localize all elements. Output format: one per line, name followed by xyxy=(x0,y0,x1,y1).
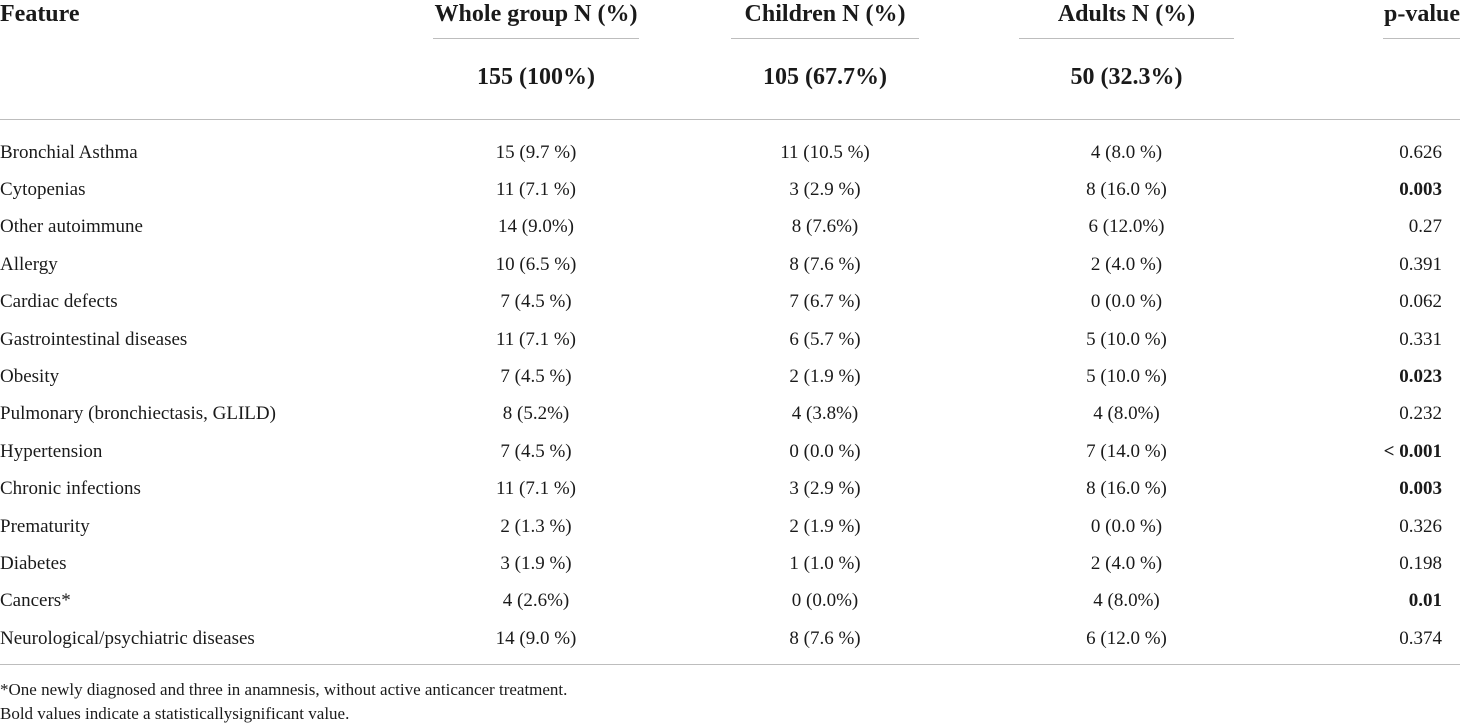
row-adults: 8 (16.0 %) xyxy=(1086,179,1167,201)
header-feature-label: Feature xyxy=(0,1,80,27)
row-children: 3 (2.9 %) xyxy=(789,179,861,201)
header-pvalue xyxy=(1290,0,1460,39)
table-row xyxy=(0,396,1460,433)
table-row xyxy=(0,620,1460,657)
row-children: 2 (1.9 %) xyxy=(789,515,861,537)
row-whole-group: 8 (5.2%) xyxy=(502,403,570,425)
row-adults: 4 (8.0%) xyxy=(1093,403,1160,425)
row-children: 2 (1.9 %) xyxy=(789,366,861,388)
row-pvalue: 0.626 xyxy=(1399,141,1442,163)
row-feature: Diabetes xyxy=(0,552,67,574)
row-adults: 2 (4.0 %) xyxy=(1090,253,1163,275)
row-whole-group: 15 (9.7 %) xyxy=(495,141,577,163)
footnotes xyxy=(0,678,567,726)
row-pvalue: 0.374 xyxy=(1399,627,1442,649)
table-row xyxy=(0,246,1460,283)
row-pvalue: 0.003 xyxy=(1399,179,1442,201)
row-adults: 5 (10.0 %) xyxy=(1086,366,1167,388)
row-feature: Prematurity xyxy=(0,515,90,537)
table-row xyxy=(0,471,1460,508)
totals-whole-group: 155 (100%) xyxy=(477,63,595,90)
table-row xyxy=(0,120,1460,172)
row-pvalue: 0.01 xyxy=(1408,590,1442,612)
row-whole-group: 11 (7.1 %) xyxy=(495,179,577,201)
row-adults: 7 (14.0 %) xyxy=(1086,440,1167,462)
row-adults: 6 (12.0%) xyxy=(1088,216,1165,238)
table-bottom-rule xyxy=(0,664,1460,665)
footnote-asterisk: *One newly diagnosed and three in anamnesis, without active anticancer treatment. xyxy=(0,680,568,699)
row-adults: 0 (0.0 %) xyxy=(1090,515,1163,537)
table-row xyxy=(0,545,1460,582)
row-children: 4 (3.8%) xyxy=(791,403,859,425)
row-whole-group: 7 (4.5 %) xyxy=(500,366,572,388)
table-row xyxy=(0,433,1460,470)
row-children: 8 (7.6 %) xyxy=(789,253,861,275)
row-whole-group: 11 (7.1 %) xyxy=(495,328,577,350)
header-adults xyxy=(963,0,1290,39)
row-whole-group: 10 (6.5 %) xyxy=(495,253,577,275)
table-row xyxy=(0,209,1460,246)
row-whole-group: 7 (4.5 %) xyxy=(500,440,572,462)
row-children: 8 (7.6%) xyxy=(791,216,859,238)
row-adults: 4 (8.0%) xyxy=(1093,590,1160,612)
header-row xyxy=(0,0,1460,39)
row-children: 3 (2.9 %) xyxy=(789,478,861,500)
row-whole-group: 7 (4.5 %) xyxy=(500,291,572,313)
totals-row xyxy=(0,39,1460,120)
row-adults: 2 (4.0 %) xyxy=(1090,552,1163,574)
row-children: 1 (1.0 %) xyxy=(789,552,861,574)
row-whole-group: 14 (9.0 %) xyxy=(495,627,577,649)
table-row xyxy=(0,583,1460,620)
row-feature: Pulmonary (bronchiectasis, GLILD) xyxy=(0,403,276,425)
totals-adults: 50 (32.3%) xyxy=(1070,63,1183,90)
row-whole-group: 14 (9.0%) xyxy=(498,216,574,238)
row-feature: Cytopenias xyxy=(0,179,86,201)
table-header xyxy=(0,0,1460,120)
row-children: 0 (0.0%) xyxy=(791,590,859,612)
row-pvalue: 0.326 xyxy=(1399,515,1442,537)
row-whole-group: 2 (1.3 %) xyxy=(500,515,572,537)
header-pvalue-label: p-value xyxy=(1383,1,1460,27)
row-feature: Hypertension xyxy=(0,440,103,462)
row-adults: 4 (8.0 %) xyxy=(1090,141,1163,163)
row-pvalue: 0.062 xyxy=(1399,291,1442,313)
totals-pvalue-cell xyxy=(1290,39,1460,120)
header-whole-group-label: Whole group N (%) xyxy=(434,1,638,27)
row-adults: 8 (16.0 %) xyxy=(1086,478,1167,500)
table-row xyxy=(0,321,1460,358)
row-adults: 6 (12.0 %) xyxy=(1086,627,1167,649)
table-body xyxy=(0,120,1460,658)
row-whole-group: 4 (2.6%) xyxy=(502,590,570,612)
row-pvalue: 0.003 xyxy=(1399,478,1442,500)
row-adults: 5 (10.0 %) xyxy=(1086,328,1167,350)
row-children: 11 (10.5 %) xyxy=(780,141,870,163)
header-adults-label: Adults N (%) xyxy=(1057,1,1196,27)
row-children: 7 (6.7 %) xyxy=(789,291,861,313)
table-row xyxy=(0,284,1460,321)
row-pvalue: 0.27 xyxy=(1408,216,1442,238)
row-pvalue: < 0.001 xyxy=(1383,440,1442,462)
header-whole-group xyxy=(385,0,687,39)
row-feature: Cancers* xyxy=(0,590,71,612)
row-feature: Cardiac defects xyxy=(0,291,118,313)
row-children: 0 (0.0 %) xyxy=(789,440,861,462)
row-feature: Gastrointestinal diseases xyxy=(0,328,188,350)
table-row xyxy=(0,358,1460,395)
row-adults: 0 (0.0 %) xyxy=(1090,291,1163,313)
row-pvalue: 0.331 xyxy=(1399,328,1442,350)
row-feature: Obesity xyxy=(0,366,60,388)
row-whole-group: 11 (7.1 %) xyxy=(495,478,577,500)
header-feature xyxy=(0,0,385,39)
row-children: 8 (7.6 %) xyxy=(789,627,861,649)
row-pvalue: 0.023 xyxy=(1399,366,1442,388)
table-row xyxy=(0,171,1460,208)
row-pvalue: 0.198 xyxy=(1399,552,1442,574)
table-row xyxy=(0,508,1460,545)
footnote-bold-values: Bold values indicate a statisticallysignificant value. xyxy=(0,704,350,723)
row-feature: Bronchial Asthma xyxy=(0,141,138,163)
header-children xyxy=(687,0,963,39)
row-feature: Allergy xyxy=(0,253,58,275)
totals-feature-cell xyxy=(0,39,385,120)
row-children: 6 (5.7 %) xyxy=(789,328,861,350)
row-feature: Neurological/psychiatric diseases xyxy=(0,627,255,649)
header-children-label: Children N (%) xyxy=(744,1,906,27)
row-whole-group: 3 (1.9 %) xyxy=(500,552,572,574)
totals-children: 105 (67.7%) xyxy=(763,63,887,90)
row-pvalue: 0.232 xyxy=(1399,403,1442,425)
row-pvalue: 0.391 xyxy=(1399,253,1442,275)
row-feature: Chronic infections xyxy=(0,478,141,500)
row-feature: Other autoimmune xyxy=(0,216,143,238)
